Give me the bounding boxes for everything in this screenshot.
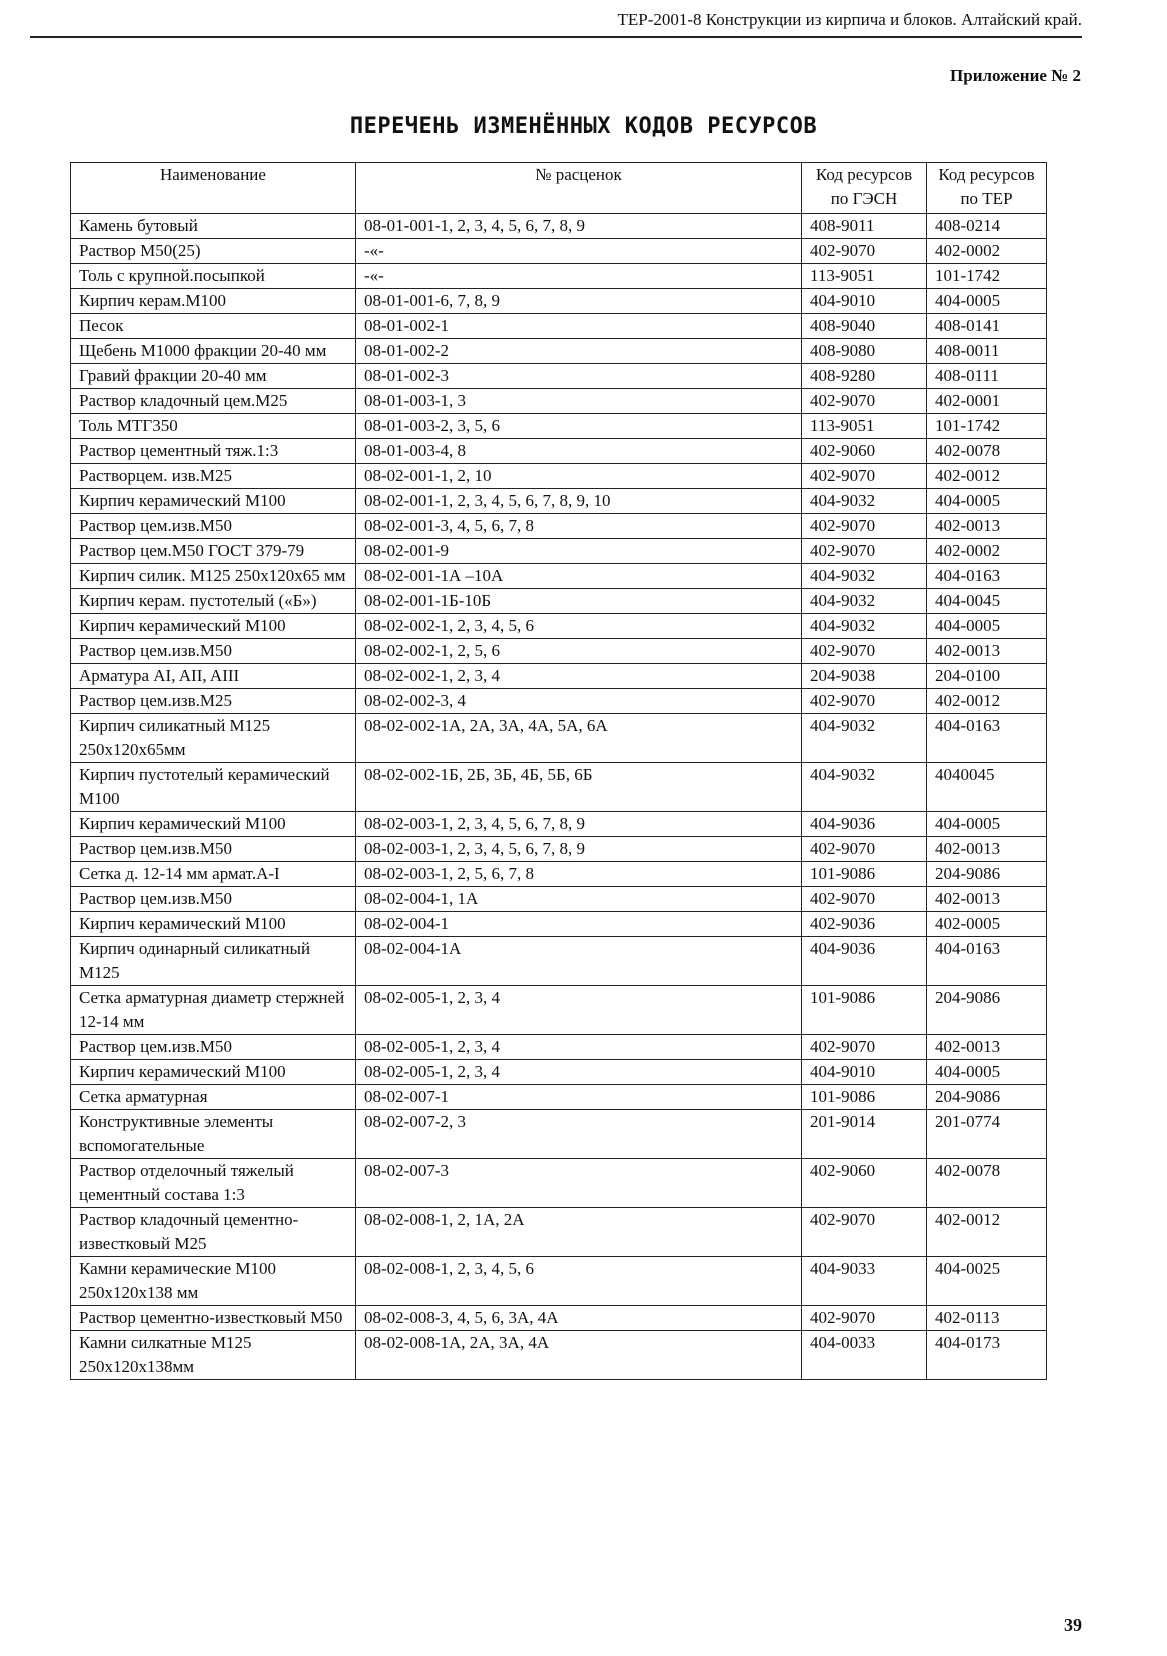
cell-gesn-code: 408-9011 [802,214,927,239]
cell-rates: 08-02-002-1Б, 2Б, 3Б, 4Б, 5Б, 6Б [356,763,802,812]
table-row [71,489,1047,514]
table-row [71,564,1047,589]
cell-rates: 08-02-001-1А –10А [356,564,802,589]
cell-gesn-code: 408-9080 [802,339,927,364]
cell-name: Кирпич керамический М100 [71,1060,356,1085]
cell-ter-code: 404-0173 [927,1331,1047,1380]
cell-rates: 08-01-003-1, 3 [356,389,802,414]
cell-gesn-code: 101-9086 [802,862,927,887]
cell-ter-code: 404-0025 [927,1257,1047,1306]
cell-gesn-code: 402-9070 [802,837,927,862]
cell-name: Раствор цем.изв.М50 [71,514,356,539]
table-row [71,439,1047,464]
cell-gesn-code: 402-9060 [802,439,927,464]
table-row [71,1331,1047,1380]
cell-gesn-code: 404-9036 [802,937,927,986]
table-row [71,1257,1047,1306]
cell-name: Раствор цем.изв.М50 [71,639,356,664]
cell-gesn-code: 402-9070 [802,464,927,489]
cell-gesn-code: 113-9051 [802,414,927,439]
cell-ter-code: 404-0163 [927,714,1047,763]
cell-rates: 08-02-001-9 [356,539,802,564]
cell-ter-code: 204-9086 [927,1085,1047,1110]
cell-ter-code: 402-0012 [927,1208,1047,1257]
table-row [71,986,1047,1035]
table-row [71,239,1047,264]
table-row [71,1306,1047,1331]
cell-rates: 08-01-002-1 [356,314,802,339]
cell-ter-code: 204-9086 [927,862,1047,887]
cell-ter-code: 402-0078 [927,1159,1047,1208]
cell-ter-code: 204-0100 [927,664,1047,689]
cell-rates: 08-01-003-2, 3, 5, 6 [356,414,802,439]
cell-rates: 08-02-005-1, 2, 3, 4 [356,1060,802,1085]
cell-rates: 08-02-002-1А, 2А, 3А, 4А, 5А, 6А [356,714,802,763]
cell-gesn-code: 402-9070 [802,539,927,564]
cell-name: Кирпич силикатный М125 250х120х65мм [71,714,356,763]
cell-rates: -«- [356,239,802,264]
table-row [71,689,1047,714]
resource-codes-table [70,162,1047,1380]
cell-gesn-code: 204-9038 [802,664,927,689]
cell-gesn-code: 402-9070 [802,1035,927,1060]
cell-gesn-code: 402-9070 [802,639,927,664]
cell-ter-code: 4040045 [927,763,1047,812]
cell-name: Раствор цем.изв.М25 [71,689,356,714]
column-header-name: Наименование [71,163,356,214]
cell-rates: 08-02-002-1, 2, 3, 4, 5, 6 [356,614,802,639]
cell-gesn-code: 402-9070 [802,887,927,912]
document-title: ТЕР-2001-8 Конструкции из кирпича и блоков. Алтайский край. [617,10,1082,29]
cell-gesn-code: 404-9032 [802,714,927,763]
cell-name: Раствор цем.изв.М50 [71,1035,356,1060]
table-row [71,514,1047,539]
cell-name: Кирпич керам. пустотелый («Б») [71,589,356,614]
table-row [71,937,1047,986]
cell-ter-code: 404-0005 [927,614,1047,639]
cell-name: Кирпич керамический М100 [71,614,356,639]
cell-name: Камни силкатные М125 250х120х138мм [71,1331,356,1380]
cell-gesn-code: 101-9086 [802,986,927,1035]
cell-name: Кирпич пустотелый керамический М100 [71,763,356,812]
cell-rates: 08-02-007-1 [356,1085,802,1110]
page-header [30,6,1082,38]
column-header-rates: № расценок [356,163,802,214]
cell-name: Кирпич силик. М125 250х120х65 мм [71,564,356,589]
table-row [71,1060,1047,1085]
cell-gesn-code: 404-9032 [802,564,927,589]
cell-rates: 08-02-008-3, 4, 5, 6, 3А, 4А [356,1306,802,1331]
cell-gesn-code: 402-9070 [802,514,927,539]
cell-rates: 08-02-007-3 [356,1159,802,1208]
cell-gesn-code: 404-9032 [802,489,927,514]
cell-ter-code: 201-0774 [927,1110,1047,1159]
cell-name: Раствор кладочный цементно- известковый М25 [71,1208,356,1257]
cell-ter-code: 408-0011 [927,339,1047,364]
table-row [71,1110,1047,1159]
cell-ter-code: 101-1742 [927,264,1047,289]
cell-gesn-code: 201-9014 [802,1110,927,1159]
table-row [71,812,1047,837]
page-title: ПЕРЕЧЕНЬ ИЗМЕНЁННЫХ КОДОВ РЕСУРСОВ [349,114,818,139]
cell-rates: 08-02-002-1, 2, 5, 6 [356,639,802,664]
cell-name: Раствор отделочный тяжелый цементный состава 1:3 [71,1159,356,1208]
cell-gesn-code: 402-9060 [802,1159,927,1208]
cell-ter-code: 404-0163 [927,937,1047,986]
cell-gesn-code: 113-9051 [802,264,927,289]
table-body [71,214,1047,1380]
cell-rates: 08-02-005-1, 2, 3, 4 [356,986,802,1035]
cell-rates: 08-02-003-1, 2, 3, 4, 5, 6, 7, 8, 9 [356,837,802,862]
cell-name: Раствор цем.изв.М50 [71,837,356,862]
cell-name: Кирпич одинарный силикатный М125 [71,937,356,986]
table-row [71,1159,1047,1208]
cell-gesn-code: 402-9070 [802,239,927,264]
cell-rates: 08-02-002-1, 2, 3, 4 [356,664,802,689]
cell-name: Камень бутовый [71,214,356,239]
cell-gesn-code: 408-9280 [802,364,927,389]
cell-gesn-code: 404-0033 [802,1331,927,1380]
table-row [71,763,1047,812]
table-row [71,1085,1047,1110]
cell-rates: 08-02-001-3, 4, 5, 6, 7, 8 [356,514,802,539]
cell-ter-code: 402-0013 [927,887,1047,912]
cell-ter-code: 402-0078 [927,439,1047,464]
cell-name: Кирпич керамический М100 [71,912,356,937]
cell-rates: 08-01-002-3 [356,364,802,389]
table-row [71,1208,1047,1257]
table-row [71,837,1047,862]
cell-rates: 08-01-003-4, 8 [356,439,802,464]
table-row [71,912,1047,937]
cell-ter-code: 402-0005 [927,912,1047,937]
cell-ter-code: 404-0005 [927,489,1047,514]
cell-name: Щебень М1000 фракции 20-40 мм [71,339,356,364]
table-row [71,389,1047,414]
cell-name: Сетка д. 12-14 мм армат.А-I [71,862,356,887]
table-row [71,264,1047,289]
cell-ter-code: 404-0163 [927,564,1047,589]
cell-name: Кирпич керам.М100 [71,289,356,314]
appendix-label: Приложение № 2 [950,66,1081,85]
cell-gesn-code: 404-9032 [802,763,927,812]
cell-rates: 08-02-004-1А [356,937,802,986]
cell-gesn-code: 408-9040 [802,314,927,339]
cell-name: Сетка арматурная [71,1085,356,1110]
table-row [71,464,1047,489]
cell-rates: 08-02-008-1, 2, 1А, 2А [356,1208,802,1257]
cell-ter-code: 402-0013 [927,837,1047,862]
cell-ter-code: 402-0013 [927,639,1047,664]
cell-gesn-code: 404-9032 [802,589,927,614]
table-row [71,214,1047,239]
column-header-gesn-code: Код ресурсов по ГЭСН [802,163,927,214]
cell-ter-code: 408-0111 [927,364,1047,389]
cell-rates: 08-02-001-1, 2, 10 [356,464,802,489]
table-row [71,1035,1047,1060]
cell-ter-code: 402-0013 [927,514,1047,539]
table-row [71,887,1047,912]
page-number: 39 [1064,1615,1082,1635]
cell-rates: 08-02-001-1Б-10Б [356,589,802,614]
table-row [71,589,1047,614]
cell-gesn-code: 404-9010 [802,289,927,314]
cell-rates: 08-02-007-2, 3 [356,1110,802,1159]
cell-name: Раствор цем.М50 ГОСТ 379-79 [71,539,356,564]
cell-gesn-code: 404-9032 [802,614,927,639]
cell-ter-code: 101-1742 [927,414,1047,439]
cell-name: Раствор цементно-известковый М50 [71,1306,356,1331]
cell-name: Раствор М50(25) [71,239,356,264]
cell-gesn-code: 404-9010 [802,1060,927,1085]
cell-rates: -«- [356,264,802,289]
cell-rates: 08-02-004-1 [356,912,802,937]
cell-gesn-code: 402-9070 [802,389,927,414]
cell-name: Камни керамические М100 250х120х138 мм [71,1257,356,1306]
cell-ter-code: 404-0005 [927,812,1047,837]
cell-name: Толь с крупной.посыпкой [71,264,356,289]
table-row [71,614,1047,639]
table-row [71,639,1047,664]
cell-rates: 08-02-002-3, 4 [356,689,802,714]
table-header-row [71,163,1047,214]
cell-ter-code: 402-0012 [927,464,1047,489]
cell-ter-code: 408-0214 [927,214,1047,239]
cell-rates: 08-02-003-1, 2, 3, 4, 5, 6, 7, 8, 9 [356,812,802,837]
cell-ter-code: 408-0141 [927,314,1047,339]
cell-rates: 08-02-001-1, 2, 3, 4, 5, 6, 7, 8, 9, 10 [356,489,802,514]
cell-ter-code: 404-0005 [927,1060,1047,1085]
cell-ter-code: 404-0045 [927,589,1047,614]
table-row [71,862,1047,887]
column-header-ter-code: Код ресурсов по ТЕР [927,163,1047,214]
cell-rates: 08-01-001-6, 7, 8, 9 [356,289,802,314]
cell-name: Раствор кладочный цем.М25 [71,389,356,414]
table-row [71,414,1047,439]
cell-name: Раствор цементный тяж.1:3 [71,439,356,464]
cell-ter-code: 404-0005 [927,289,1047,314]
cell-ter-code: 402-0113 [927,1306,1047,1331]
cell-rates: 08-01-002-2 [356,339,802,364]
cell-gesn-code: 404-9033 [802,1257,927,1306]
cell-name: Кирпич керамический М100 [71,489,356,514]
cell-name: Гравий фракции 20-40 мм [71,364,356,389]
table-row [71,664,1047,689]
cell-ter-code: 402-0002 [927,239,1047,264]
cell-rates: 08-01-001-1, 2, 3, 4, 5, 6, 7, 8, 9 [356,214,802,239]
cell-name: Арматура AI, AII, AIII [71,664,356,689]
table-row [71,539,1047,564]
table-row [71,364,1047,389]
cell-name: Песок [71,314,356,339]
cell-ter-code: 204-9086 [927,986,1047,1035]
cell-name: Раствор цем.изв.М50 [71,887,356,912]
cell-rates: 08-02-005-1, 2, 3, 4 [356,1035,802,1060]
cell-rates: 08-02-004-1, 1А [356,887,802,912]
table-row [71,314,1047,339]
cell-gesn-code: 402-9070 [802,1208,927,1257]
cell-name: Кирпич керамический М100 [71,812,356,837]
table-row [71,339,1047,364]
cell-ter-code: 402-0001 [927,389,1047,414]
cell-ter-code: 402-0013 [927,1035,1047,1060]
table-row [71,714,1047,763]
cell-gesn-code: 101-9086 [802,1085,927,1110]
cell-gesn-code: 402-9070 [802,1306,927,1331]
cell-rates: 08-02-008-1, 2, 3, 4, 5, 6 [356,1257,802,1306]
cell-name: Растворцем. изв.М25 [71,464,356,489]
cell-gesn-code: 402-9070 [802,689,927,714]
cell-ter-code: 402-0002 [927,539,1047,564]
cell-gesn-code: 404-9036 [802,812,927,837]
cell-rates: 08-02-008-1А, 2А, 3А, 4А [356,1331,802,1380]
table-row [71,289,1047,314]
cell-rates: 08-02-003-1, 2, 5, 6, 7, 8 [356,862,802,887]
cell-name: Толь МТГ350 [71,414,356,439]
cell-gesn-code: 402-9036 [802,912,927,937]
cell-name: Конструктивные элементы вспомогательные [71,1110,356,1159]
cell-name: Сетка арматурная диаметр стержней 12-14 мм [71,986,356,1035]
cell-ter-code: 402-0012 [927,689,1047,714]
